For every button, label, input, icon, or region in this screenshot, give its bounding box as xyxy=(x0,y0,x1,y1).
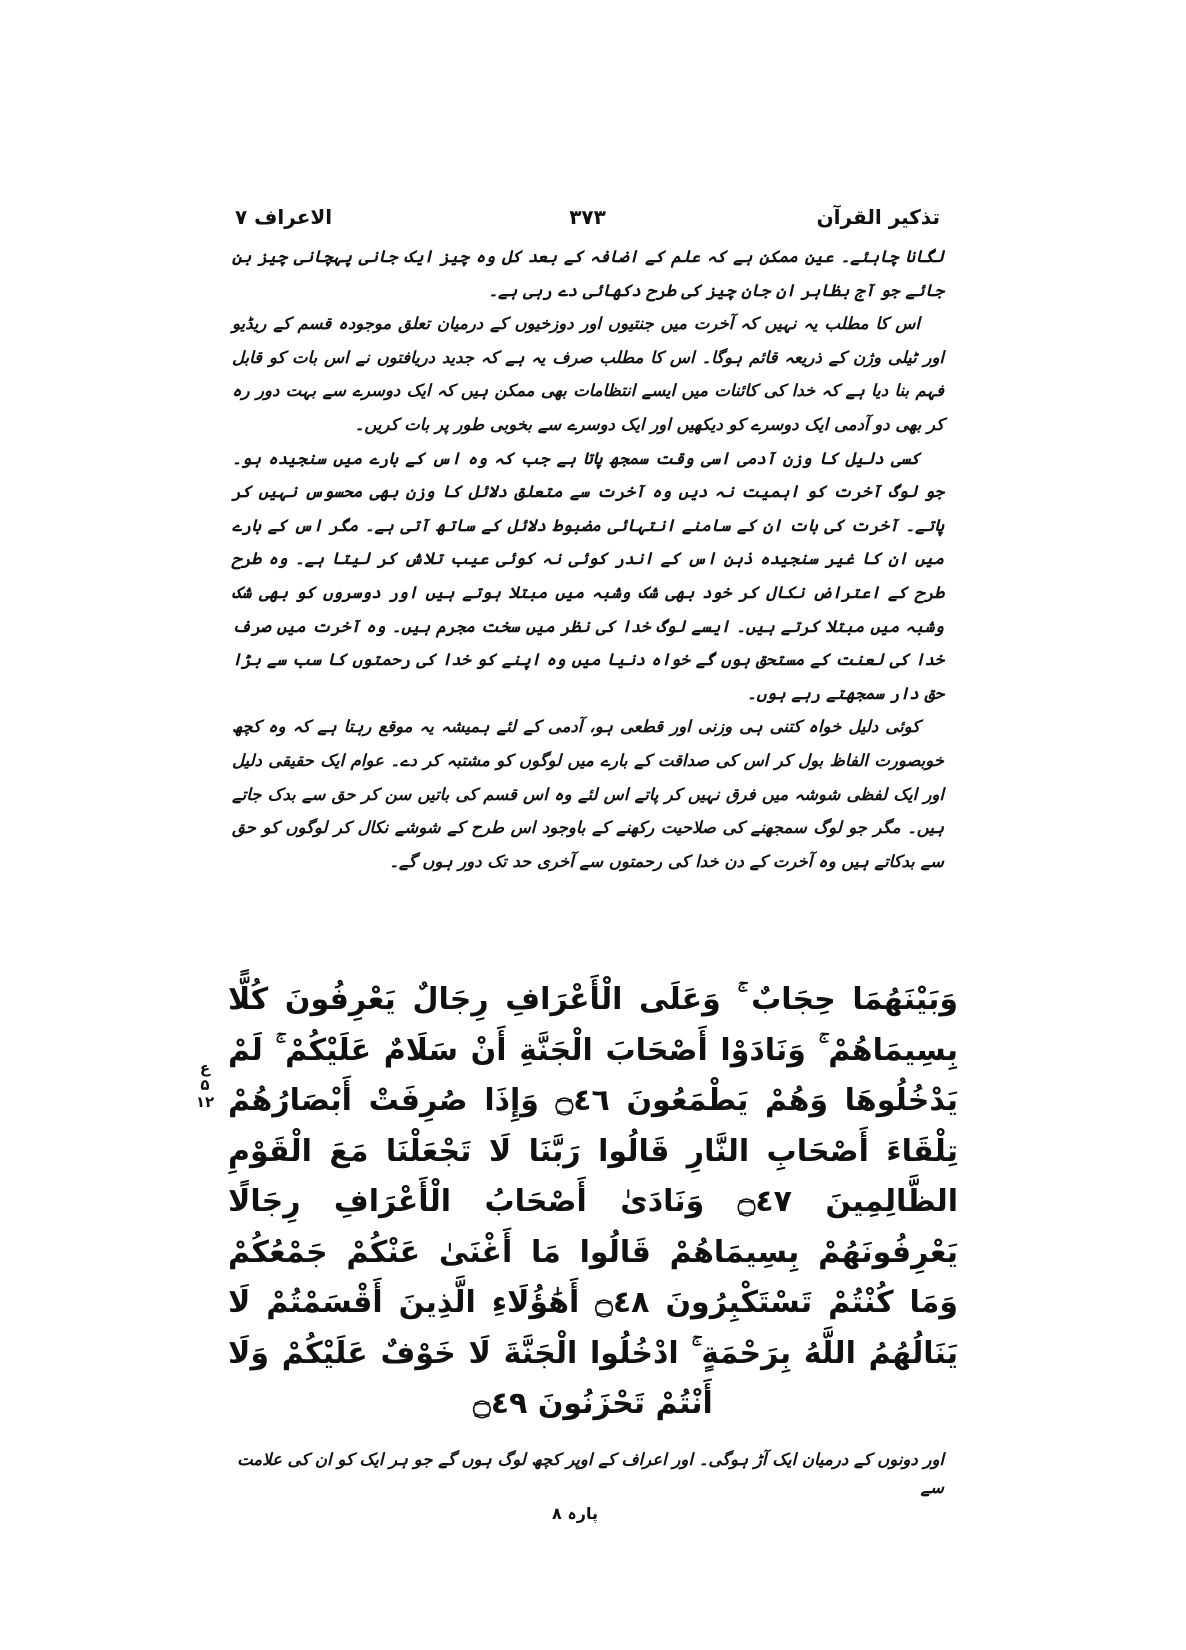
paragraph: کسی دلیل کا وزن آدمی اسی وقت سمجھ پاتا ہے جب کہ وہ اس کے بارے میں سنجیدہ ہو۔ جو لوگ آخرت کو اہمیت نہ دیں وہ آخرت سے متعلق دلائل کا وزن بھی محسوس نہیں کر پاتے۔ آخرت کی بات ان کے سامنے انتہائی مضبوط دلائل کے ساتھ آتی ہے۔ مگر اس کے بارے میں ان کا غیر سنجیدہ ذہن اس کے اندر کوئی نہ کوئی عیب تلاش کر لیتا ہے۔ وہ طرح طرح کے اعتراض نکال کر خود بھی شک وشبہ میں مبتلا ہوتے ہیں اور دوسروں کو بھی شک وشبہ میں مبتلا کرتے ہیں۔ ایسے لوگ خدا کی نظر میں سخت مجرم ہیں۔ وہ آخرت میں صرف خدا کی لعنت کے مستحق ہوں گے خواہ دنیا میں وہ اپنے کو خدا کی رحمتوں کا سب سے بڑا حق دار سمجھتے رہے ہوں۔ xyxy=(232,448,944,703)
paragraph: کوئی دلیل خواہ کتنی ہی وزنی اور قطعی ہو، آدمی کے لئے ہمیشہ یہ موقع رہتا ہے کہ وہ کچھ خوبصورت الفاظ بول کر اس کی صداقت کے بارے میں لوگوں کو مشتبہ کر دے۔ عوام ایک حقیقی دلیل اور ایک لفظی شوشہ میں فرق نہیں کر پاتے اس لئے وہ اس قسم کی باتیں سن کر حق سے بدک جاتے ہیں۔ مگر جو لوگ سمجھنے کی صلاحیت رکھنے کے باوجود اس طرح کے شوشے نکال کر لوگوں کو حق سے بدکاتے ہیں وہ آخرت کے دن خدا کی رحمتوں سے آخری حد تک دور ہوں گے۔ xyxy=(232,717,944,871)
paragraph: اس کا مطلب یہ نہیں کہ آخرت میں جنتیوں اور دوزخیوں کے درمیان تعلق موجودہ قسم کے ریڈیو اور ٹیلی وژن کے ذریعہ قائم ہوگا۔ اس کا مطلب صرف یہ ہے کہ جدید دریافتوں نے اس بات کو قابل فہم بنا دیا ہے کہ خدا کی کائنات میں ایسے انتظامات بھی ممکن ہیں کہ ایک دوسرے سے بہت دور رہ کر بھی دو آدمی ایک دوسرے کو دیکھیں اور ایک دوسرے سے بخوبی طور پر بات کریں۔ xyxy=(232,314,944,434)
book-title: تذکیر القرآن xyxy=(816,205,940,229)
ruku-marker: ع ۵ ۱۲ xyxy=(195,1059,215,1111)
page-number: ۳۷۳ xyxy=(569,205,606,229)
page-header xyxy=(235,205,940,239)
para-footer: پارہ ۸ xyxy=(552,1504,598,1523)
commentary-body xyxy=(232,240,944,878)
paragraph: لگانا چاہئے۔ عین ممکن ہے کہ علم کے اضافہ کے بعد کل وہ چیز ایک جانی پہچانی چیز بن جائے جو آج بظاہر ان جان چیز کی طرح دکھائی دے رہی ہے۔ xyxy=(232,247,944,300)
verse-translation: اور دونوں کے درمیان ایک آڑ ہوگی۔ اور اعراف کے اوپر کچھ لوگ ہوں گے جو ہر ایک کو ان کی علامت سے xyxy=(237,1450,944,1497)
surah-name: الاعراف ۷ xyxy=(235,205,333,229)
quran-verses: وَبَيْنَهُمَا حِجَابٌ ۚ وَعَلَى الْأَعْرَافِ رِجَالٌ يَعْرِفُونَ كُلًّا بِسِيمَاهُمْ ۚ وَنَادَوْا أَصْحَابَ الْجَنَّةِ أَنْ سَلَامٌ عَلَيْكُمْ ۚ لَمْ يَدْخُلُوهَا وَهُمْ يَطْمَعُونَ ۝٤٦ وَإِذَا صُرِفَتْ أَبْصَارُهُمْ تِلْقَاءَ أَصْحَابِ النَّارِ قَالُوا رَبَّنَا لَا تَجْعَلْنَا مَعَ الْقَوْمِ الظَّالِمِينَ ۝٤٧ وَنَادَىٰ أَصْحَابُ الْأَعْرَافِ رِجَالًا يَعْرِفُونَهُمْ بِسِيمَاهُمْ قَالُوا مَا أَغْنَىٰ عَنْكُمْ جَمْعُكُمْ وَمَا كُنْتُمْ تَسْتَكْبِرُونَ ۝٤٨ أَهَٰؤُلَاءِ الَّذِينَ أَقْسَمْتُمْ لَا يَنَالُهُمُ اللَّهُ بِرَحْمَةٍ ۚ ادْخُلُوا الْجَنَّةَ لَا خَوْفٌ عَلَيْكُمْ وَلَا أَنْتُمْ تَحْزَنُونَ ۝٤٩ xyxy=(228,982,959,1421)
